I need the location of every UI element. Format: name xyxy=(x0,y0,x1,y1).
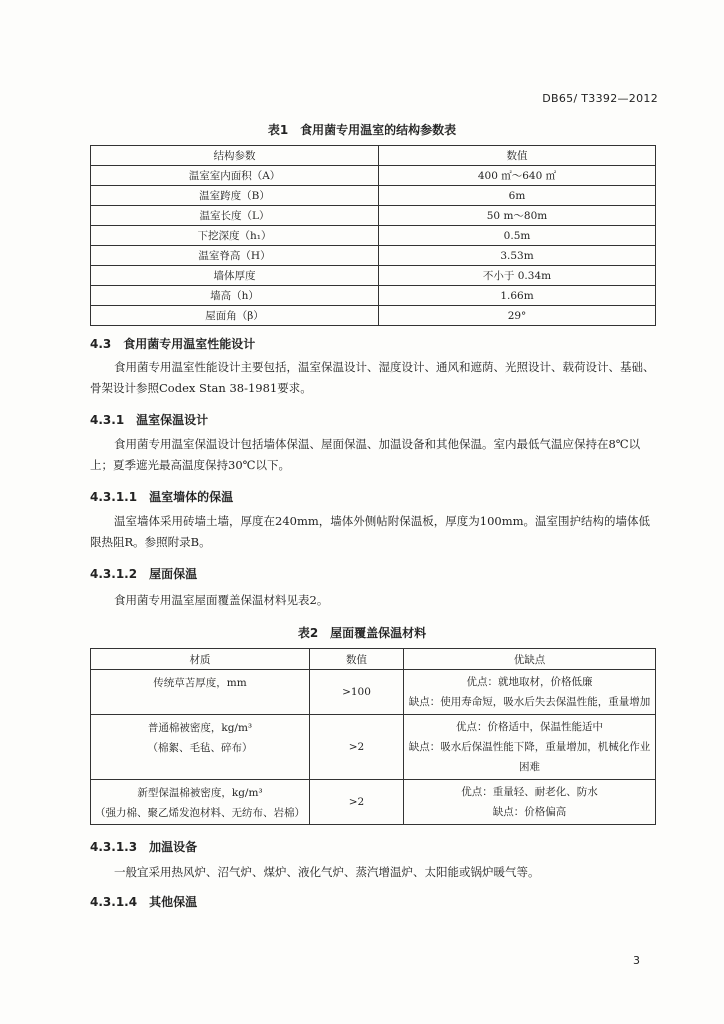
table2-caption: 表2 屋面覆盖保温材料 xyxy=(297,626,427,640)
material-cell xyxy=(91,670,310,715)
section-heading-4-3-1-3: 4.3.1.3 加温设备 xyxy=(90,840,198,854)
section-text-4-3-1-1: 温室墙体采用砖墙土墙，厚度在240mm，墙体外侧帖附保温板，厚度为100mm。温室围护结构的墙体低限热阻R。参照附录B。 xyxy=(90,514,651,549)
section-heading-4-3-1: 4.3.1 温室保温设计 xyxy=(90,413,209,427)
table-row xyxy=(91,246,656,266)
parameter-name: 温室室内面积（A） xyxy=(91,166,379,186)
column-header: 材质 xyxy=(91,649,310,670)
parameter-value: 6m xyxy=(379,186,656,206)
parameter-value: 29° xyxy=(379,306,656,326)
parameter-value: 1.66m xyxy=(379,286,656,306)
pros-cons-cell xyxy=(404,715,656,780)
pros-text: 优点：重量轻、耐老化、防水 xyxy=(461,786,598,798)
value-cell: >100 xyxy=(310,670,404,715)
parameter-value: 不小于 0.34m xyxy=(379,266,656,286)
pros-cons-cell xyxy=(404,670,656,715)
table-row xyxy=(91,715,656,780)
section-heading-4-3-1-1: 4.3.1.1 温室墙体的保温 xyxy=(90,490,234,504)
section-text-4-3: 食用菌专用温室性能设计主要包括，温室保温设计、湿度设计、通风和遮荫、光照设计、载荷设计、基础、骨架设计参照Codex Stan 38-1981要求。 xyxy=(90,360,655,395)
column-header: 优缺点 xyxy=(404,649,656,670)
material-cell xyxy=(91,715,310,780)
material-cell xyxy=(91,780,310,825)
table-row xyxy=(91,166,656,186)
parameter-name: 墙体厚度 xyxy=(91,266,379,286)
structure-parameters-table xyxy=(90,145,656,326)
material-name: 传统草苫厚度，mm xyxy=(153,677,247,689)
value-cell: >2 xyxy=(310,715,404,780)
cons-text: 缺点：使用寿命短，吸水后失去保温性能，重量增加 xyxy=(408,696,651,708)
parameter-name: 屋面角（β） xyxy=(91,306,379,326)
pros-text: 优点：价格适中，保温性能适中 xyxy=(456,721,603,733)
table-row xyxy=(91,206,656,226)
parameter-name: 墙高（h） xyxy=(91,286,379,306)
section-heading-4-3-1-2: 4.3.1.2 屋面保温 xyxy=(90,567,198,581)
material-examples: （强力棉、聚乙烯发泡材料、无纺布、岩棉） xyxy=(95,807,305,819)
roof-insulation-table xyxy=(90,648,656,825)
material-examples: （棉絮、毛毡、碎布） xyxy=(147,742,253,754)
column-header: 数值 xyxy=(379,146,656,166)
pros-text: 优点：就地取材，价格低廉 xyxy=(466,676,593,688)
pros-cons-cell xyxy=(404,780,656,825)
table-row xyxy=(91,306,656,326)
column-header: 结构参数 xyxy=(91,146,379,166)
parameter-value: 50 m～80m xyxy=(379,206,656,226)
table-row xyxy=(91,186,656,206)
table-header-row xyxy=(91,649,656,670)
section-text-4-3-1: 食用菌专用温室保温设计包括墙体保温、屋面保温、加温设备和其他保温。室内最低气温应保持在8℃以上；夏季遮光最高温度保持30℃以下。 xyxy=(90,437,641,472)
document-code: DB65/ T3392—2012 xyxy=(542,92,658,105)
table-row xyxy=(91,286,656,306)
cons-text: 缺点：价格偏高 xyxy=(492,806,567,818)
table1-caption: 表1 食用菌专用温室的结构参数表 xyxy=(267,123,457,137)
section-text-4-3-1-3: 一般宜采用热风炉、沼气炉、煤炉、液化气炉、蒸汽增温炉、太阳能或锅炉暖气等。 xyxy=(114,865,540,879)
parameter-value: 400 ㎡～640 ㎡ xyxy=(379,166,656,186)
parameter-name: 下挖深度（h₁） xyxy=(91,226,379,246)
table-row xyxy=(91,670,656,715)
parameter-name: 温室跨度（B） xyxy=(91,186,379,206)
parameter-value: 0.5m xyxy=(379,226,656,246)
parameter-value: 3.53m xyxy=(379,246,656,266)
material-name: 普通棉被密度，kg/m³ xyxy=(147,722,253,734)
table-row xyxy=(91,226,656,246)
parameter-name: 温室脊高（H） xyxy=(91,246,379,266)
table-row xyxy=(91,780,656,825)
table-header-row xyxy=(91,146,656,166)
parameter-name: 温室长度（L） xyxy=(91,206,379,226)
cons-text: 缺点：吸水后保温性能下降，重量增加，机械化作业困难 xyxy=(408,741,651,773)
table-row xyxy=(91,266,656,286)
section-heading-4-3-1-4: 4.3.1.4 其他保温 xyxy=(90,895,198,909)
column-header: 数值 xyxy=(310,649,404,670)
value-cell: >2 xyxy=(310,780,404,825)
page-number: 3 xyxy=(633,954,640,967)
material-name: 新型保温棉被密度，kg/m³ xyxy=(137,787,263,799)
section-heading-4-3: 4.3 食用菌专用温室性能设计 xyxy=(90,337,256,351)
section-text-4-3-1-2: 食用菌专用温室屋面覆盖保温材料见表2。 xyxy=(114,593,329,607)
